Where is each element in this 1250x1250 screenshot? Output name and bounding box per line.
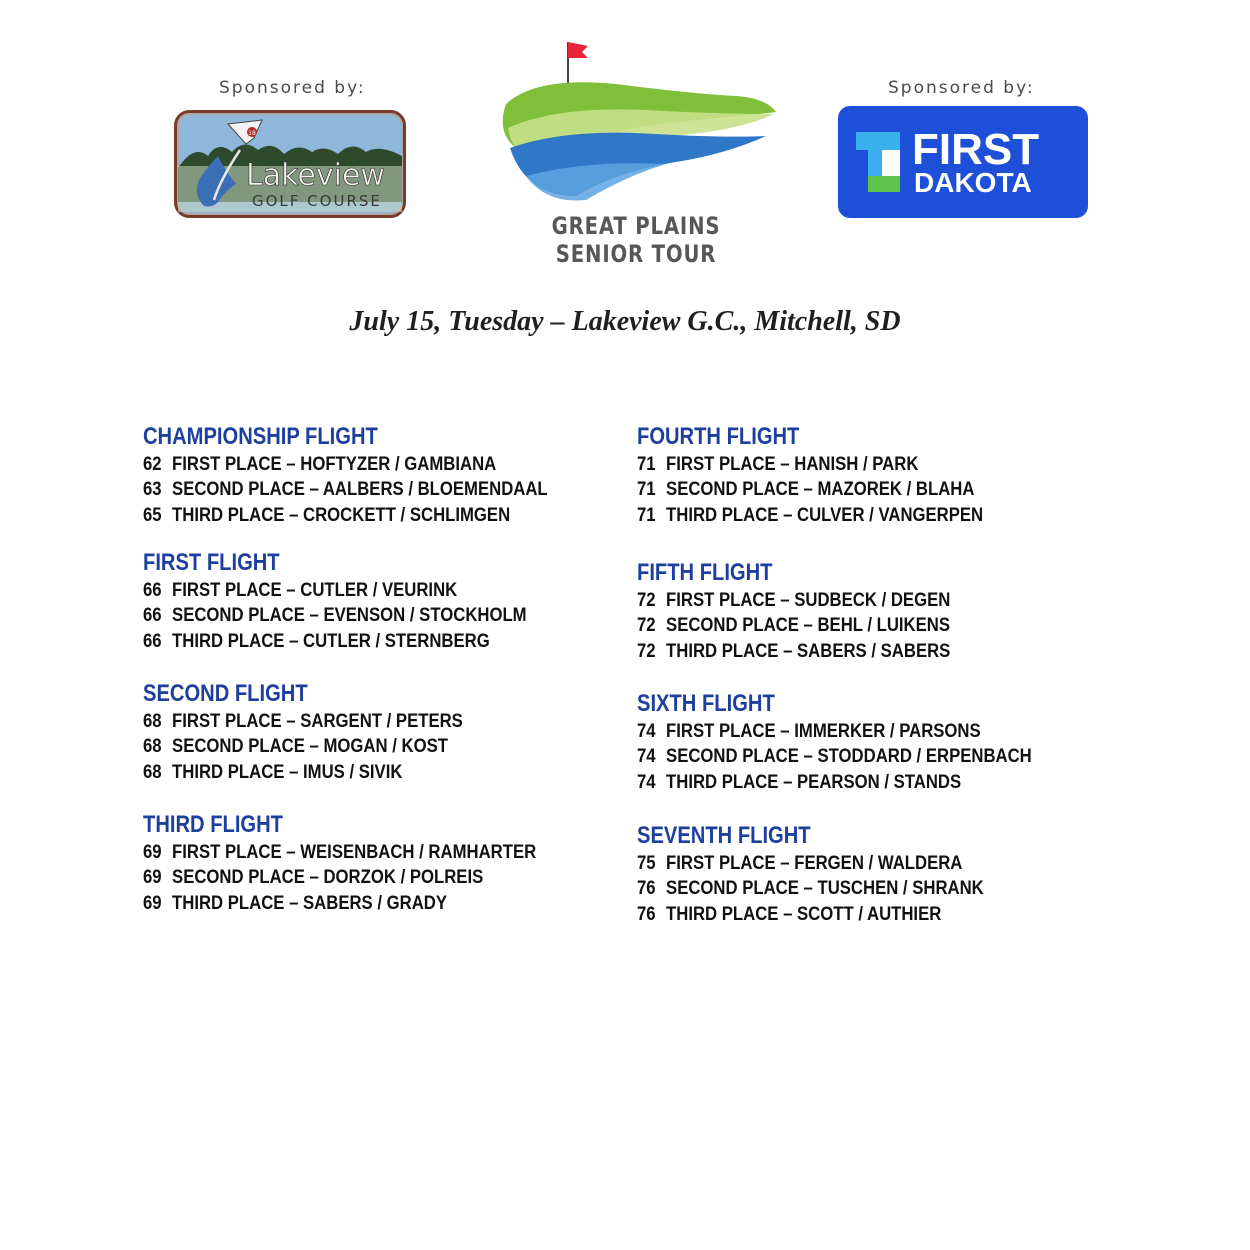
result-text: FIRST PLACE – WEISENBACH / RAMHARTER <box>172 842 537 863</box>
result-text: FIRST PLACE – SUDBECK / DEGEN <box>666 590 951 611</box>
result-text: THIRD PLACE – CUTLER / STERNBERG <box>172 630 490 652</box>
result-row <box>637 477 1095 502</box>
result-row <box>637 744 1095 769</box>
score: 69 <box>143 867 162 889</box>
first-dakota-line1: FIRST <box>912 125 1040 174</box>
left-results-column <box>143 422 663 916</box>
first-dakota-line2: DAKOTA <box>914 167 1032 198</box>
flight-fifth <box>637 558 1157 689</box>
result-text: THIRD PLACE – CROCKETT / SCHLIMGEN <box>172 504 511 526</box>
right-results-column <box>637 422 1157 927</box>
result-text: THIRD PLACE – SCOTT / AUTHIER <box>666 903 942 925</box>
flight-sixth <box>637 689 1157 821</box>
result-text: SECOND PLACE – DORZOK / POLREIS <box>172 867 484 889</box>
event-title: July 15, Tuesday – Lakeview G.C., Mitchell, SD <box>349 306 901 337</box>
score: 68 <box>143 761 162 783</box>
first-dakota-logo <box>838 106 1088 218</box>
result-row <box>143 578 601 603</box>
result-row <box>143 452 601 477</box>
result-text: SECOND PLACE – STODDARD / ERPENBACH <box>666 746 1032 768</box>
flight-seventh <box>637 821 1157 927</box>
result-text: THIRD PLACE – SABERS / GRADY <box>172 892 448 914</box>
score: 63 <box>143 479 162 501</box>
score: 72 <box>637 615 656 637</box>
flight-title: FOURTH FLIGHT <box>637 423 800 450</box>
result-row <box>143 603 601 628</box>
result-text: SECOND PLACE – TUSCHEN / SHRANK <box>666 878 984 900</box>
score: 66 <box>143 580 162 601</box>
score: 66 <box>143 630 162 652</box>
score: 71 <box>637 504 656 526</box>
score: 74 <box>637 721 656 742</box>
result-text: SECOND PLACE – BEHL / LUIKENS <box>666 615 951 637</box>
result-row <box>143 840 601 865</box>
result-text: THIRD PLACE – IMUS / SIVIK <box>172 761 403 783</box>
result-row <box>143 865 601 890</box>
result-text: FIRST PLACE – CUTLER / VEURINK <box>172 580 458 601</box>
result-row <box>637 876 1095 901</box>
score: 69 <box>143 892 162 914</box>
flight-title: SIXTH FLIGHT <box>637 690 775 717</box>
result-row <box>637 588 1095 613</box>
result-text: THIRD PLACE – PEARSON / STANDS <box>666 771 962 793</box>
result-text: SECOND PLACE – AALBERS / BLOEMENDAAL <box>172 479 548 501</box>
result-text: FIRST PLACE – HANISH / PARK <box>666 454 919 475</box>
flight-title: SEVENTH FLIGHT <box>637 822 811 849</box>
score: 68 <box>143 736 162 758</box>
result-row <box>637 613 1095 638</box>
flight-title: CHAMPIONSHIP FLIGHT <box>143 423 378 450</box>
result-row <box>637 503 1095 528</box>
flight-title: FIFTH FLIGHT <box>637 559 773 586</box>
score: 74 <box>637 771 656 793</box>
result-row <box>637 452 1095 477</box>
score: 76 <box>637 878 656 900</box>
score: 71 <box>637 454 656 475</box>
result-row <box>143 760 601 785</box>
score: 66 <box>143 605 162 627</box>
result-row <box>143 709 601 734</box>
result-row <box>637 719 1095 744</box>
result-text: FIRST PLACE – HOFTYZER / GAMBIANA <box>172 454 497 475</box>
result-text: FIRST PLACE – FERGEN / WALDERA <box>666 853 963 874</box>
result-row <box>637 770 1095 795</box>
result-row <box>143 503 601 528</box>
tour-name: GREAT PLAINS SENIOR TOUR <box>551 212 721 268</box>
result-row <box>637 902 1095 927</box>
score: 69 <box>143 842 162 863</box>
left-sponsor-label: Sponsored by: <box>219 78 366 98</box>
flight-second <box>143 679 663 810</box>
result-text: FIRST PLACE – IMMERKER / PARSONS <box>666 721 981 742</box>
flight-title: FIRST FLIGHT <box>143 549 280 576</box>
result-text: SECOND PLACE – MAZOREK / BLAHA <box>666 479 975 501</box>
result-row <box>143 477 601 502</box>
flight-fourth <box>637 422 1157 558</box>
result-text: THIRD PLACE – CULVER / VANGERPEN <box>666 504 984 526</box>
svg-text:18: 18 <box>248 130 256 137</box>
flight-third <box>143 810 663 916</box>
flight-first <box>143 548 663 679</box>
score: 76 <box>637 903 656 925</box>
score: 68 <box>143 711 162 732</box>
lakeview-logo-text: Lakeview <box>246 158 385 193</box>
svg-text:GOLF COURSE: GOLF COURSE <box>252 192 382 210</box>
score: 71 <box>637 479 656 501</box>
result-row <box>637 639 1095 664</box>
score: 75 <box>637 853 656 874</box>
score: 65 <box>143 504 162 526</box>
result-row <box>637 851 1095 876</box>
result-text: FIRST PLACE – SARGENT / PETERS <box>172 711 463 732</box>
score: 62 <box>143 454 162 475</box>
great-plains-senior-tour-logo <box>496 36 786 211</box>
lakeview-golf-course-logo <box>174 110 406 218</box>
result-row <box>143 734 601 759</box>
result-text: SECOND PLACE – EVENSON / STOCKHOLM <box>172 605 527 627</box>
score: 74 <box>637 746 656 768</box>
score: 72 <box>637 640 656 662</box>
flight-title: THIRD FLIGHT <box>143 811 283 838</box>
score: 72 <box>637 590 656 611</box>
flight-title: SECOND FLIGHT <box>143 680 308 707</box>
flight-championship <box>143 422 663 548</box>
result-row <box>143 629 601 654</box>
result-row <box>143 891 601 916</box>
right-sponsor-label: Sponsored by: <box>888 78 1035 98</box>
result-text: SECOND PLACE – MOGAN / KOST <box>172 736 448 758</box>
result-text: THIRD PLACE – SABERS / SABERS <box>666 640 951 662</box>
